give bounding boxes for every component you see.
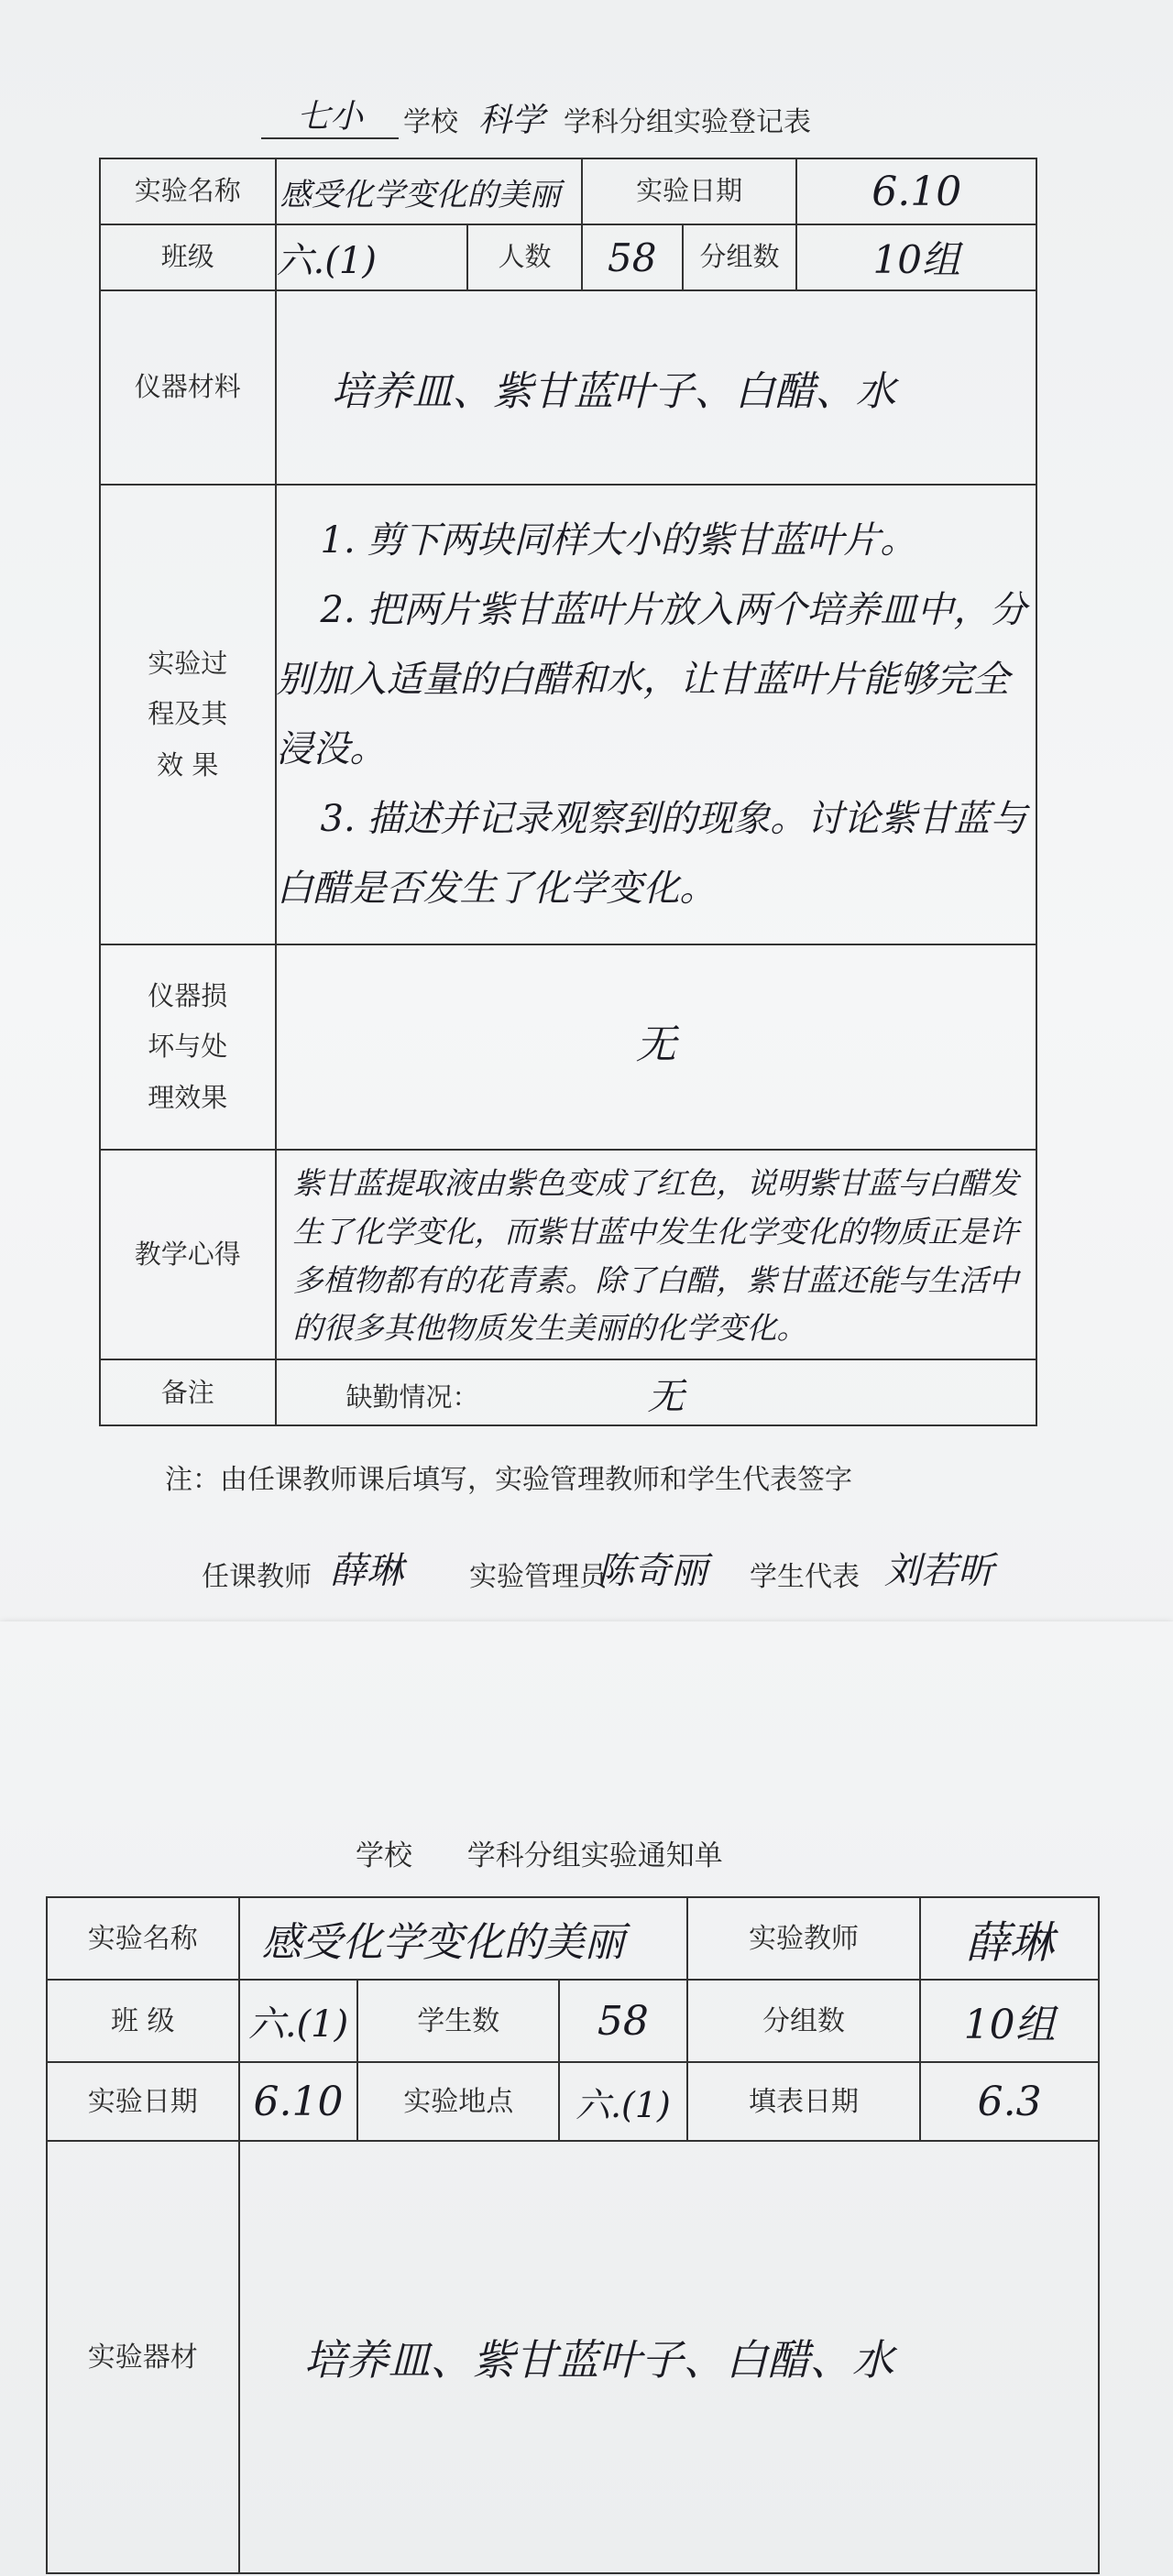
notice-value-group-count: 10组 — [920, 1980, 1099, 2062]
label-group-count: 分组数 — [683, 224, 797, 290]
process-step: 2. 把两片紫甘蓝叶片放入两个培养皿中，分别加入适量的白醋和水，让甘蓝叶片能够完全浸没。 — [276, 589, 1027, 770]
row-remarks — [100, 1359, 1036, 1425]
notice-value-equipment: 培养皿、紫甘蓝叶子、白醋、水 — [239, 2141, 1099, 2573]
value-headcount: 58 — [582, 224, 683, 290]
notice-label-equipment: 实验器材 — [47, 2141, 239, 2573]
label-damage-line: 坏与处 — [148, 1031, 228, 1063]
row-class — [100, 224, 1036, 290]
notice-table — [46, 1896, 1100, 2574]
row-equipment — [100, 290, 1036, 485]
label-process-line: 实验过 — [148, 648, 228, 680]
label-process-line: 程及其 — [148, 698, 228, 730]
label-process — [100, 485, 276, 944]
label-damage-line: 仪器损 — [148, 980, 228, 1012]
footer-note: 注：由任课教师课后填写，实验管理教师和学生代表签字 — [165, 1464, 852, 1496]
value-class: 六.(1) — [276, 224, 468, 290]
label-damage-line: 理效果 — [148, 1081, 228, 1113]
value-equipment: 培养皿、紫甘蓝叶子、白醋、水 — [276, 290, 1036, 485]
row-teaching-notes — [100, 1150, 1036, 1359]
value-remarks — [276, 1359, 1036, 1425]
notice-label-class: 班 级 — [47, 1980, 239, 2062]
notice-label-experiment-date: 实验日期 — [47, 2062, 239, 2141]
value-group-count: 10组 — [796, 224, 1036, 290]
row-process — [100, 485, 1036, 944]
title-school-label: 学校 — [403, 106, 458, 138]
manager-label: 实验管理员 — [469, 1561, 607, 1593]
label-absence: 缺勤情况： — [345, 1381, 479, 1414]
subject-handwritten: 科学 — [478, 102, 545, 139]
value-teaching-notes: 紫甘蓝提取液由紫色变成了红色，说明紫甘蓝与白醋发生了化学变化，而紫甘蓝中发生化学变化的物质正是许多植物都有的花青素。除了白醋，紫甘蓝还能与生活中的很多其他物质发生美丽的化学变化。 — [276, 1150, 1036, 1359]
value-process-steps — [276, 485, 1036, 944]
notice-label-teacher: 实验教师 — [687, 1897, 920, 1980]
student-label: 学生代表 — [750, 1561, 860, 1593]
label-equipment: 仪器材料 — [100, 290, 276, 485]
notice-label-fill-date: 填表日期 — [687, 2062, 920, 2141]
notice-title — [356, 1832, 723, 1873]
student-signature: 刘若昕 — [884, 1550, 994, 1592]
row-damage — [100, 944, 1036, 1150]
label-experiment-date: 实验日期 — [582, 158, 797, 224]
notice-value-student-count: 58 — [559, 1980, 687, 2062]
label-headcount: 人数 — [467, 224, 582, 290]
notice-value-class: 六.(1) — [239, 1980, 358, 2062]
label-experiment-name: 实验名称 — [100, 158, 276, 224]
notice-title-school: 学校 — [356, 1839, 412, 1872]
label-class: 班级 — [100, 224, 276, 290]
notice-value-experiment-date: 6.10 — [239, 2062, 358, 2141]
value-experiment-date: 6.10 — [796, 158, 1036, 224]
process-step: 3. 描述并记录观察到的现象。讨论紫甘蓝与白醋是否发生了化学变化。 — [276, 798, 1027, 910]
notice-label-student-count: 学生数 — [357, 1980, 559, 2062]
teacher-label: 任课教师 — [202, 1561, 312, 1593]
process-step: 1. 剪下两块同样大小的紫甘蓝叶片。 — [320, 519, 917, 562]
notice-value-location: 六.(1) — [559, 2062, 687, 2141]
signature-line — [202, 1521, 1118, 1594]
notice-row-date — [47, 2062, 1099, 2141]
value-experiment-name: 感受化学变化的美丽 — [276, 158, 582, 224]
notice-label-location: 实验地点 — [357, 2062, 559, 2141]
row-experiment-name — [100, 158, 1036, 224]
label-damage — [100, 944, 276, 1150]
notice-row-class — [47, 1980, 1099, 2062]
teacher-signature: 薛琳 — [330, 1550, 403, 1592]
notice-value-teacher: 薛琳 — [920, 1897, 1099, 1980]
notice-row-name — [47, 1897, 1099, 1980]
notice-label-experiment-name: 实验名称 — [47, 1897, 239, 1980]
label-teaching-notes: 教学心得 — [100, 1150, 276, 1359]
register-title — [261, 92, 994, 147]
manager-signature: 陈奇丽 — [597, 1550, 707, 1592]
notice-value-experiment-name: 感受化学变化的美丽 — [239, 1897, 687, 1980]
label-remarks: 备注 — [100, 1359, 276, 1425]
register-table — [99, 158, 1037, 1426]
school-name-handwritten: 七小 — [261, 91, 399, 139]
notice-title-form-name: 学科分组实验通知单 — [466, 1839, 723, 1872]
label-process-line: 效 果 — [157, 748, 219, 780]
notice-value-fill-date: 6.3 — [920, 2062, 1099, 2141]
notice-row-equipment — [47, 2141, 1099, 2573]
title-form-name: 学科分组实验登记表 — [564, 106, 811, 138]
notice-label-group-count: 分组数 — [687, 1980, 920, 2062]
value-damage: 无 — [276, 944, 1036, 1150]
value-absence: 无 — [647, 1376, 685, 1419]
